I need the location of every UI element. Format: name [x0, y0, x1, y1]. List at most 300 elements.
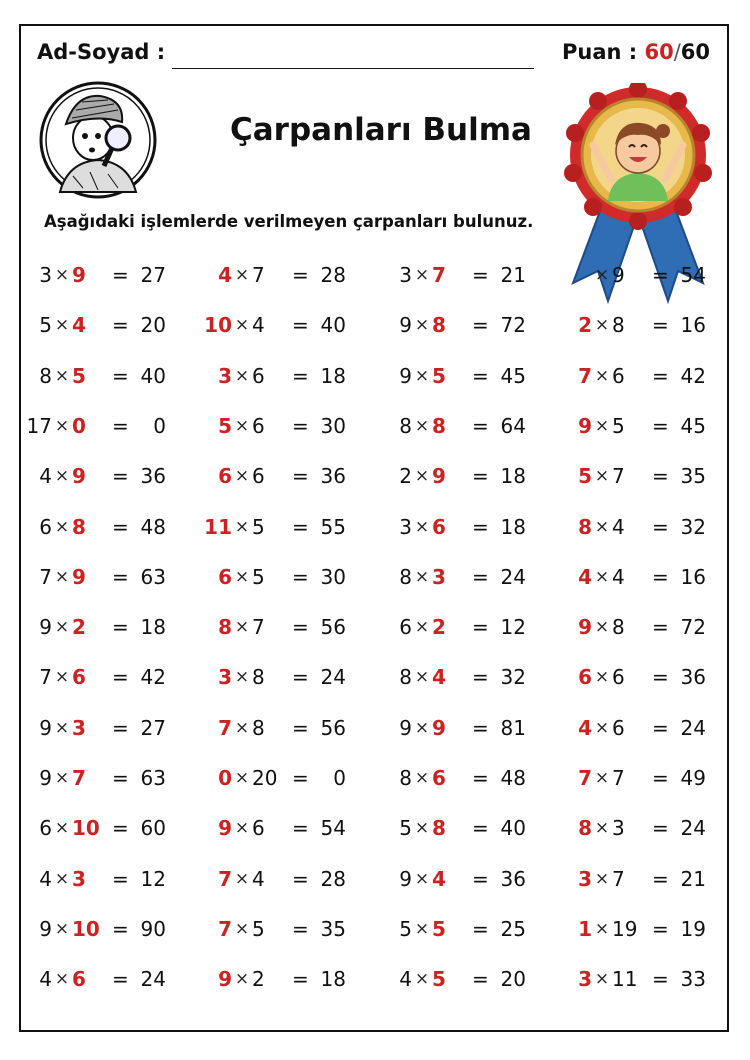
product: 54: [680, 263, 706, 287]
factor-b: 6: [252, 414, 265, 438]
problem-4-7: [554, 559, 714, 595]
factor-a: 8: [399, 766, 412, 790]
factor-a: 8: [399, 665, 412, 689]
factor-a: 7: [578, 364, 592, 388]
product: 12: [140, 867, 166, 891]
factor-b: 7: [252, 263, 265, 287]
equals-sign: =: [652, 565, 669, 589]
problem-1-2: [14, 307, 174, 343]
factor-b: 9: [432, 716, 446, 740]
detective-illustration: [38, 80, 158, 200]
factor-a: 6: [39, 515, 52, 539]
score-value: 60: [644, 40, 674, 64]
factor-a: 8: [578, 515, 592, 539]
problem-2-14: [194, 911, 354, 947]
problem-4-13: [554, 861, 714, 897]
times-sign: ×: [234, 466, 250, 486]
problem-2-2: [194, 307, 354, 343]
equals-sign: =: [472, 665, 489, 689]
factor-a: 6: [399, 615, 412, 639]
factor-b: 6: [612, 665, 625, 689]
factor-a: 6: [578, 665, 592, 689]
factor-b: 8: [612, 313, 625, 337]
product: 25: [500, 917, 526, 941]
score: [562, 40, 710, 64]
equals-sign: =: [292, 515, 309, 539]
equals-sign: =: [292, 414, 309, 438]
problem-3-5: [374, 458, 534, 494]
times-sign: ×: [414, 768, 430, 788]
equals-sign: =: [472, 515, 489, 539]
product: 28: [320, 263, 346, 287]
product: 49: [680, 766, 706, 790]
equals-sign: =: [652, 816, 669, 840]
problem-2-10: [194, 710, 354, 746]
product: 45: [680, 414, 706, 438]
equals-sign: =: [292, 766, 309, 790]
equals-sign: =: [112, 665, 129, 689]
factor-a: 8: [399, 414, 412, 438]
times-sign: ×: [414, 919, 430, 939]
name-underline: [172, 68, 534, 69]
equals-sign: =: [652, 263, 669, 287]
problem-4-2: [554, 307, 714, 343]
product: 81: [500, 716, 526, 740]
factor-b: 5: [72, 364, 86, 388]
problem-4-1: [554, 257, 714, 293]
product: 27: [140, 263, 166, 287]
times-sign: ×: [234, 366, 250, 386]
product: 19: [680, 917, 706, 941]
product: 18: [320, 364, 346, 388]
factor-b: 4: [612, 515, 625, 539]
problem-2-8: [194, 609, 354, 645]
problem-3-2: [374, 307, 534, 343]
product: 35: [680, 464, 706, 488]
problem-1-10: [14, 710, 174, 746]
times-sign: ×: [234, 768, 250, 788]
equals-sign: =: [292, 464, 309, 488]
factor-a: 9: [39, 615, 52, 639]
equals-sign: =: [112, 615, 129, 639]
factor-b: 7: [612, 867, 625, 891]
equals-sign: =: [652, 867, 669, 891]
score-total: 60: [680, 40, 711, 64]
problem-1-11: [14, 760, 174, 796]
product: 40: [500, 816, 526, 840]
equals-sign: =: [112, 515, 129, 539]
equals-sign: =: [292, 867, 309, 891]
product: 36: [680, 665, 706, 689]
product: 35: [320, 917, 346, 941]
factor-a: 5: [578, 464, 592, 488]
factor-a: 3: [578, 967, 592, 991]
product: 63: [140, 766, 166, 790]
times-sign: ×: [54, 416, 70, 436]
times-sign: ×: [594, 818, 610, 838]
factor-a: 4: [399, 967, 412, 991]
problem-3-11: [374, 760, 534, 796]
product: 54: [320, 816, 346, 840]
factor-a: 6: [39, 816, 52, 840]
equals-sign: =: [292, 313, 309, 337]
product: 0: [153, 414, 166, 438]
times-sign: ×: [414, 517, 430, 537]
problem-4-5: [554, 458, 714, 494]
times-sign: ×: [414, 617, 430, 637]
factor-b: 4: [252, 313, 265, 337]
times-sign: ×: [234, 818, 250, 838]
problem-3-12: [374, 810, 534, 846]
problem-4-8: [554, 609, 714, 645]
problem-2-1: [194, 257, 354, 293]
equals-sign: =: [292, 565, 309, 589]
equals-sign: =: [472, 565, 489, 589]
equals-sign: =: [472, 867, 489, 891]
factor-b: 5: [252, 515, 265, 539]
times-sign: ×: [54, 768, 70, 788]
worksheet-title: Çarpanları Bulma: [230, 112, 532, 148]
factor-b: 5: [432, 967, 446, 991]
factor-b: 6: [252, 816, 265, 840]
problem-4-14: [554, 911, 714, 947]
equals-sign: =: [112, 917, 129, 941]
factor-a: 9: [399, 716, 412, 740]
problem-1-12: [14, 810, 174, 846]
factor-a: 9: [218, 967, 232, 991]
problem-2-5: [194, 458, 354, 494]
factor-b: 6: [252, 464, 265, 488]
product: 36: [320, 464, 346, 488]
factor-b: 7: [612, 766, 625, 790]
factor-a: 6: [218, 565, 232, 589]
product: 45: [500, 364, 526, 388]
equals-sign: =: [472, 816, 489, 840]
factor-b: 8: [252, 716, 265, 740]
factor-a: 7: [218, 716, 232, 740]
factor-a: 3: [218, 364, 232, 388]
equals-sign: =: [292, 716, 309, 740]
problem-3-15: [374, 961, 534, 997]
times-sign: ×: [594, 768, 610, 788]
factor-a: 9: [399, 364, 412, 388]
product: 18: [500, 515, 526, 539]
times-sign: ×: [414, 869, 430, 889]
equals-sign: =: [472, 615, 489, 639]
times-sign: ×: [54, 466, 70, 486]
equals-sign: =: [472, 716, 489, 740]
factor-b: 8: [612, 615, 625, 639]
times-sign: ×: [54, 567, 70, 587]
factor-b: 7: [612, 464, 625, 488]
times-sign: ×: [594, 265, 610, 285]
equals-sign: =: [472, 766, 489, 790]
product: 42: [680, 364, 706, 388]
problem-3-8: [374, 609, 534, 645]
factor-b: 20: [252, 766, 278, 790]
product: 40: [320, 313, 346, 337]
times-sign: ×: [414, 969, 430, 989]
product: 36: [140, 464, 166, 488]
product: 60: [140, 816, 166, 840]
product: 36: [500, 867, 526, 891]
times-sign: ×: [234, 265, 250, 285]
factor-b: 8: [432, 816, 446, 840]
times-sign: ×: [414, 818, 430, 838]
equals-sign: =: [292, 615, 309, 639]
factor-b: 5: [252, 565, 265, 589]
factor-b: 11: [612, 967, 638, 991]
equals-sign: =: [652, 515, 669, 539]
equals-sign: =: [472, 967, 489, 991]
factor-b: 4: [612, 565, 625, 589]
factor-b: 5: [432, 364, 446, 388]
equals-sign: =: [652, 716, 669, 740]
factor-b: 9: [432, 464, 446, 488]
equals-sign: =: [112, 414, 129, 438]
equals-sign: =: [292, 263, 309, 287]
equals-sign: =: [112, 816, 129, 840]
equals-sign: =: [472, 364, 489, 388]
problem-2-12: [194, 810, 354, 846]
problem-4-6: [554, 509, 714, 545]
problem-2-3: [194, 358, 354, 394]
problem-3-14: [374, 911, 534, 947]
equals-sign: =: [112, 263, 129, 287]
product: 56: [320, 716, 346, 740]
product: 42: [140, 665, 166, 689]
factor-b: 4: [72, 313, 86, 337]
factor-a: 4: [218, 263, 232, 287]
product: 72: [500, 313, 526, 337]
factor-a: 8: [39, 364, 52, 388]
factor-a: 9: [39, 716, 52, 740]
problem-3-1: [374, 257, 534, 293]
factor-a: 17: [26, 414, 52, 438]
product: 27: [140, 716, 166, 740]
equals-sign: =: [112, 364, 129, 388]
factor-b: 2: [252, 967, 265, 991]
times-sign: ×: [54, 517, 70, 537]
times-sign: ×: [54, 718, 70, 738]
problem-4-3: [554, 358, 714, 394]
factor-b: 6: [72, 665, 86, 689]
equals-sign: =: [472, 917, 489, 941]
product: 16: [680, 565, 706, 589]
factor-a: 3: [399, 263, 412, 287]
factor-a: 9: [39, 917, 52, 941]
times-sign: ×: [594, 969, 610, 989]
factor-a: 2: [399, 464, 412, 488]
product: 32: [500, 665, 526, 689]
times-sign: ×: [594, 416, 610, 436]
product: 0: [333, 766, 346, 790]
times-sign: ×: [594, 869, 610, 889]
problem-3-13: [374, 861, 534, 897]
factor-b: 7: [72, 766, 86, 790]
problem-3-7: [374, 559, 534, 595]
factor-b: 6: [72, 967, 86, 991]
factor-b: 3: [72, 716, 86, 740]
equals-sign: =: [292, 967, 309, 991]
instructions: Aşağıdaki işlemlerde verilmeyen çarpanları bulunuz.: [44, 212, 534, 231]
factor-a: 5: [39, 313, 52, 337]
factor-a: 4: [39, 464, 52, 488]
times-sign: ×: [414, 315, 430, 335]
factor-b: 0: [72, 414, 86, 438]
problem-3-10: [374, 710, 534, 746]
problem-2-6: [194, 509, 354, 545]
product: 40: [140, 364, 166, 388]
times-sign: ×: [594, 667, 610, 687]
product: 24: [500, 565, 526, 589]
problem-1-5: [14, 458, 174, 494]
product: 24: [320, 665, 346, 689]
product: 18: [500, 464, 526, 488]
factor-a: 9: [399, 867, 412, 891]
factor-a: 9: [578, 414, 592, 438]
problem-2-9: [194, 659, 354, 695]
times-sign: ×: [414, 567, 430, 587]
factor-b: 4: [432, 665, 446, 689]
factor-b: 10: [72, 816, 100, 840]
factor-b: 6: [252, 364, 265, 388]
times-sign: ×: [234, 315, 250, 335]
equals-sign: =: [472, 464, 489, 488]
score-separator: /: [673, 40, 681, 64]
problem-1-14: [14, 911, 174, 947]
equals-sign: =: [472, 414, 489, 438]
problem-1-1: [14, 257, 174, 293]
product: 30: [320, 414, 346, 438]
times-sign: ×: [54, 617, 70, 637]
product: 16: [680, 313, 706, 337]
equals-sign: =: [292, 665, 309, 689]
factor-b: 8: [252, 665, 265, 689]
factor-a: 4: [578, 565, 592, 589]
times-sign: ×: [54, 818, 70, 838]
factor-b: 8: [432, 414, 446, 438]
problem-4-11: [554, 760, 714, 796]
times-sign: ×: [414, 366, 430, 386]
product: 12: [500, 615, 526, 639]
problem-1-6: [14, 509, 174, 545]
times-sign: ×: [594, 718, 610, 738]
times-sign: ×: [594, 517, 610, 537]
problem-4-15: [554, 961, 714, 997]
times-sign: ×: [54, 869, 70, 889]
times-sign: ×: [594, 366, 610, 386]
factor-b: 6: [432, 515, 446, 539]
factor-a: 5: [218, 414, 232, 438]
equals-sign: =: [652, 364, 669, 388]
times-sign: ×: [234, 919, 250, 939]
factor-a: 8: [578, 816, 592, 840]
factor-b: 5: [432, 917, 446, 941]
problem-1-13: [14, 861, 174, 897]
times-sign: ×: [594, 617, 610, 637]
product: 55: [320, 515, 346, 539]
factor-b: 3: [72, 867, 86, 891]
times-sign: ×: [594, 315, 610, 335]
times-sign: ×: [54, 315, 70, 335]
factor-a: 2: [578, 313, 592, 337]
times-sign: ×: [54, 919, 70, 939]
factor-a: 9: [399, 313, 412, 337]
times-sign: ×: [414, 265, 430, 285]
factor-b: 5: [612, 414, 625, 438]
factor-a: 7: [39, 665, 52, 689]
factor-a: 3: [39, 263, 52, 287]
problem-2-15: [194, 961, 354, 997]
factor-a: 4: [39, 967, 52, 991]
problem-1-8: [14, 609, 174, 645]
factor-b: 4: [432, 867, 446, 891]
factor-a: 9: [39, 766, 52, 790]
factor-b: 3: [612, 816, 625, 840]
product: 72: [680, 615, 706, 639]
factor-b: 3: [432, 565, 446, 589]
equals-sign: =: [112, 716, 129, 740]
product: 21: [680, 867, 706, 891]
product: 64: [500, 414, 526, 438]
product: 33: [680, 967, 706, 991]
product: 21: [500, 263, 526, 287]
times-sign: ×: [414, 667, 430, 687]
factor-a: 9: [578, 615, 592, 639]
factor-a: 5: [399, 917, 412, 941]
equals-sign: =: [472, 263, 489, 287]
factor-a: 8: [399, 565, 412, 589]
problem-2-11: [194, 760, 354, 796]
times-sign: ×: [414, 416, 430, 436]
problem-3-9: [374, 659, 534, 695]
factor-a: 3: [399, 515, 412, 539]
equals-sign: =: [112, 565, 129, 589]
factor-a: 9: [218, 816, 232, 840]
problem-1-4: [14, 408, 174, 444]
factor-b: 2: [72, 615, 86, 639]
factor-b: 6: [612, 364, 625, 388]
factor-a: 11: [204, 515, 232, 539]
product: 48: [140, 515, 166, 539]
product: 28: [320, 867, 346, 891]
problem-4-4: [554, 408, 714, 444]
equals-sign: =: [292, 917, 309, 941]
product: 18: [320, 967, 346, 991]
problem-1-3: [14, 358, 174, 394]
equals-sign: =: [292, 364, 309, 388]
problem-4-12: [554, 810, 714, 846]
factor-b: 8: [72, 515, 86, 539]
factor-b: 5: [252, 917, 265, 941]
times-sign: ×: [234, 718, 250, 738]
factor-a: 7: [39, 565, 52, 589]
factor-a: 7: [218, 917, 232, 941]
equals-sign: =: [652, 615, 669, 639]
problem-3-4: [374, 408, 534, 444]
factor-b: 19: [612, 917, 638, 941]
factor-a: 10: [204, 313, 232, 337]
times-sign: ×: [594, 466, 610, 486]
problem-4-10: [554, 710, 714, 746]
factor-a: 6: [218, 464, 232, 488]
score-label: Puan :: [562, 40, 638, 64]
factor-b: 9: [72, 464, 86, 488]
factor-a: 3: [218, 665, 232, 689]
times-sign: ×: [414, 718, 430, 738]
equals-sign: =: [652, 414, 669, 438]
